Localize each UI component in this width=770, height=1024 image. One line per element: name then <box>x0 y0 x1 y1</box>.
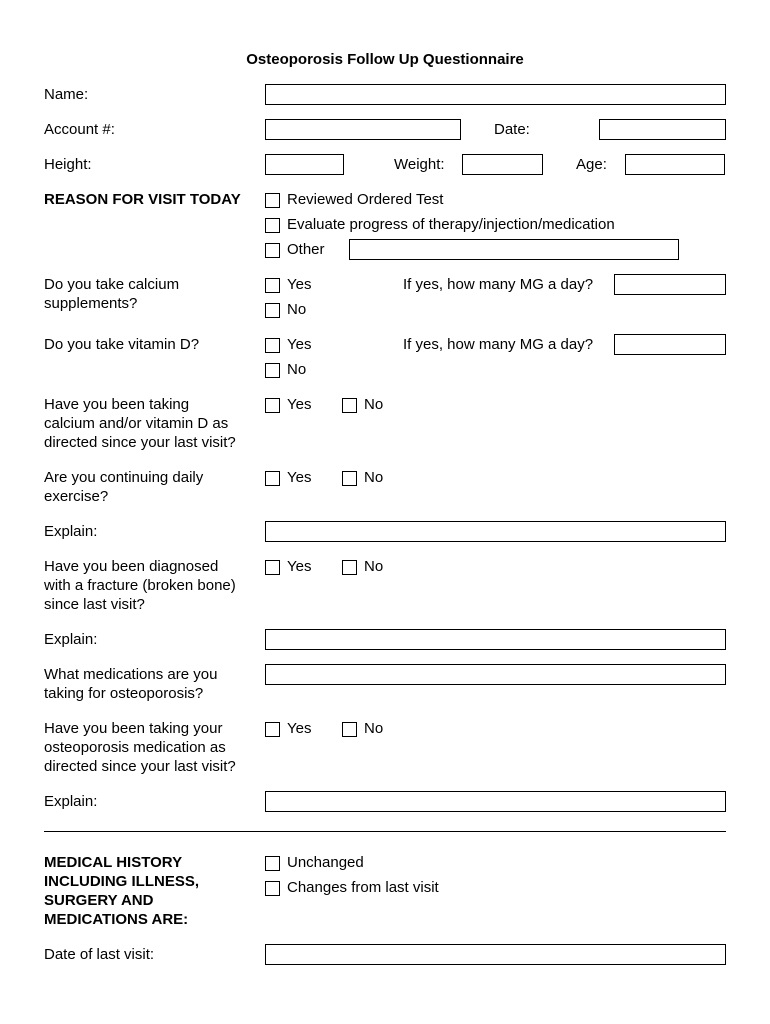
osteo-med-yes-label: Yes <box>287 720 312 737</box>
fracture-no-label: No <box>364 558 384 575</box>
vitamin-d-yes-checkbox[interactable] <box>265 338 280 353</box>
vitamin-d-no-label: No <box>287 361 307 378</box>
unchanged-checkbox[interactable] <box>265 856 280 871</box>
osteo-med-question-line-3: directed since your last visit? <box>44 758 236 775</box>
form-title: Osteoporosis Follow Up Questionnaire <box>246 51 524 68</box>
osteo-med-no-label: No <box>364 720 384 737</box>
directed-yes-checkbox[interactable] <box>265 398 280 413</box>
weight-field[interactable] <box>462 154 543 175</box>
reviewed-test-checkbox[interactable] <box>265 193 280 208</box>
vitamin-d-amount-label: If yes, how many MG a day? <box>403 336 594 353</box>
directed-no-label: No <box>364 396 384 413</box>
height-field[interactable] <box>265 154 344 175</box>
osteo-med-explain-label: Explain: <box>44 793 98 810</box>
last-visit-label: Date of last visit: <box>44 946 155 963</box>
fracture-no-checkbox[interactable] <box>342 560 357 575</box>
exercise-question-line-1: Are you continuing daily <box>44 469 204 486</box>
calcium-question-line-1: Do you take calcium <box>44 276 180 293</box>
other-field[interactable] <box>349 239 679 260</box>
calcium-no-label: No <box>287 301 307 318</box>
osteo-med-question-line-2: osteoporosis medication as <box>44 739 226 756</box>
calcium-no-checkbox[interactable] <box>265 303 280 318</box>
unchanged-label: Unchanged <box>287 854 364 871</box>
last-visit-field[interactable] <box>265 944 726 965</box>
directed-question-line-2: calcium and/or vitamin D as <box>44 415 229 432</box>
osteo-med-yes-checkbox[interactable] <box>265 722 280 737</box>
name-field[interactable] <box>265 84 726 105</box>
calcium-question-line-2: supplements? <box>44 295 138 312</box>
changes-checkbox[interactable] <box>265 881 280 896</box>
other-checkbox[interactable] <box>265 243 280 258</box>
medications-field[interactable] <box>265 664 726 685</box>
changes-label: Changes from last visit <box>287 879 439 896</box>
calcium-amount-field[interactable] <box>614 274 726 295</box>
date-label: Date: <box>494 121 530 138</box>
date-field[interactable] <box>599 119 726 140</box>
medications-question-line-1: What medications are you <box>44 666 218 683</box>
fracture-yes-checkbox[interactable] <box>265 560 280 575</box>
fracture-question-line-1: Have you been diagnosed <box>44 558 219 575</box>
vitamin-d-question: Do you take vitamin D? <box>44 336 200 353</box>
exercise-yes-checkbox[interactable] <box>265 471 280 486</box>
fracture-question-line-3: since last visit? <box>44 596 145 613</box>
medications-question-line-2: taking for osteoporosis? <box>44 685 204 702</box>
age-field[interactable] <box>625 154 725 175</box>
vitamin-d-no-checkbox[interactable] <box>265 363 280 378</box>
exercise-explain-field[interactable] <box>265 521 726 542</box>
vitamin-d-amount-field[interactable] <box>614 334 726 355</box>
calcium-yes-checkbox[interactable] <box>265 278 280 293</box>
osteo-med-explain-field[interactable] <box>265 791 726 812</box>
history-heading-line-3: SURGERY AND <box>44 892 154 909</box>
exercise-yes-label: Yes <box>287 469 312 486</box>
history-heading-line-2: INCLUDING ILLNESS, <box>44 873 200 890</box>
fracture-yes-label: Yes <box>287 558 312 575</box>
account-field[interactable] <box>265 119 461 140</box>
calcium-amount-label: If yes, how many MG a day? <box>403 276 594 293</box>
exercise-no-label: No <box>364 469 384 486</box>
weight-label: Weight: <box>394 156 445 173</box>
history-heading-line-1: MEDICAL HISTORY <box>44 854 183 871</box>
evaluate-progress-checkbox[interactable] <box>265 218 280 233</box>
name-label: Name: <box>44 86 89 103</box>
reviewed-test-label: Reviewed Ordered Test <box>287 191 444 208</box>
fracture-question-line-2: with a fracture (broken bone) <box>44 577 236 594</box>
vitamin-d-yes-label: Yes <box>287 336 312 353</box>
fracture-explain-field[interactable] <box>265 629 726 650</box>
account-label: Account #: <box>44 121 115 138</box>
calcium-yes-label: Yes <box>287 276 312 293</box>
section-divider <box>44 831 726 832</box>
exercise-no-checkbox[interactable] <box>342 471 357 486</box>
directed-question-line-3: directed since your last visit? <box>44 434 236 451</box>
osteo-med-no-checkbox[interactable] <box>342 722 357 737</box>
directed-question-line-1: Have you been taking <box>44 396 190 413</box>
reason-heading: REASON FOR VISIT TODAY <box>44 191 241 208</box>
evaluate-progress-label: Evaluate progress of therapy/injection/medication <box>287 216 615 233</box>
directed-yes-label: Yes <box>287 396 312 413</box>
osteo-med-question-line-1: Have you been taking your <box>44 720 223 737</box>
exercise-explain-label: Explain: <box>44 523 98 540</box>
height-label: Height: <box>44 156 92 173</box>
fracture-explain-label: Explain: <box>44 631 98 648</box>
age-label: Age: <box>576 156 607 173</box>
directed-no-checkbox[interactable] <box>342 398 357 413</box>
history-heading-line-4: MEDICATIONS ARE: <box>44 911 189 928</box>
other-label: Other <box>287 241 325 258</box>
exercise-question-line-2: exercise? <box>44 488 109 505</box>
